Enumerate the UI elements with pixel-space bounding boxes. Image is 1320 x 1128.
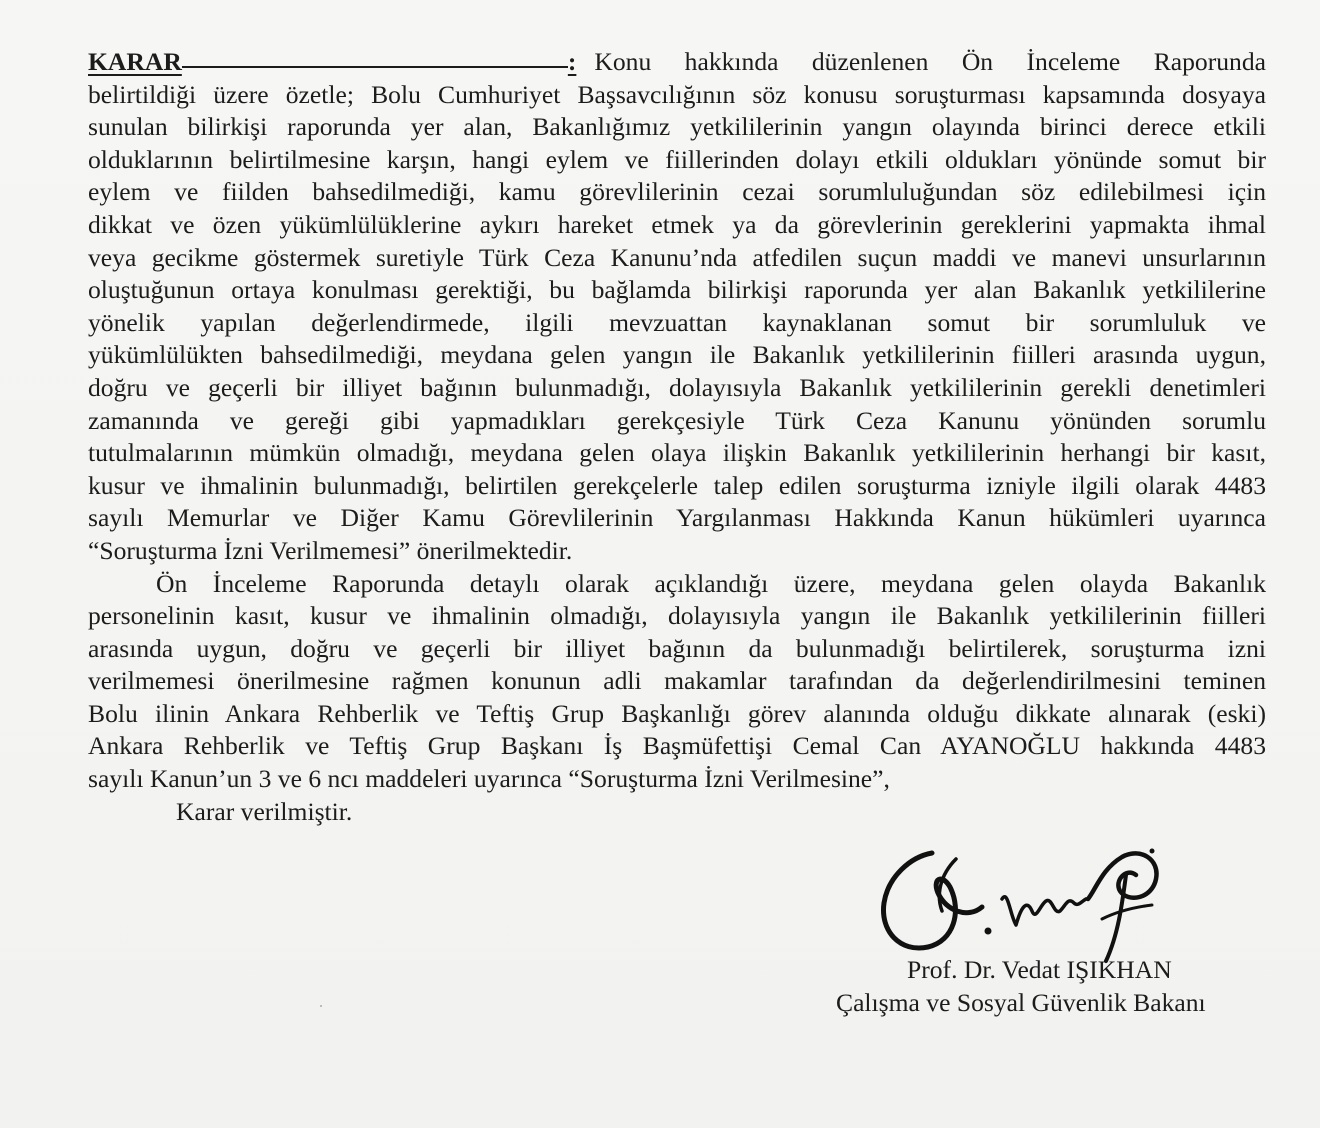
paper-speck xyxy=(320,1005,322,1007)
text-line: belirtildiği üzere özetle; Bolu Cumhuriyet Başsavcılığının söz konusu soruşturması kapsamında dosyaya xyxy=(88,79,1266,109)
text-line: dikkat ve özen yükümlülüklerine aykırı hareket etmek ya da görevlerinin gereklerini yapmakta ihmal xyxy=(88,209,1266,239)
text-line: “Soruşturma İzni Verilmemesi” önerilmektedir. xyxy=(88,535,573,565)
closing-statement: Karar verilmiştir. xyxy=(176,796,353,826)
text-line: sunulan bilirkişi raporunda yer alan, Bakanlığımız yetkililerinin yangın olayında birinci derece etkili xyxy=(88,112,1266,142)
paragraph-2 xyxy=(88,568,1266,796)
text-line: veya gecikme göstermek suretiyle Türk Ceza Kanunu’nda atfedilen suçun maddi ve manevi unsurlarının xyxy=(88,242,1266,272)
heading-underline-rule xyxy=(182,66,568,68)
decision-heading-colon: : xyxy=(567,47,577,76)
decision-heading-label: KARAR xyxy=(88,47,182,76)
text-line: kusur ve ihmalinin bulunmadığı, belirtilen gerekçelerle talep edilen soruşturma izniyle ilgili olarak 4483 xyxy=(88,470,1266,500)
text-line: sayılı Kanun’un 3 ve 6 ncı maddeleri uyarınca “Soruşturma İzni Verilmesine”, xyxy=(88,764,890,794)
text-line: olduklarının belirtilmesine karşın, hangi eylem ve fiillerinden dolayı etkili oldukları yönünde somut bir xyxy=(88,144,1266,174)
text-line: zamanında ve gereği gibi yapmadıkları gerekçesiyle Türk Ceza Kanunu yönünden sorumlu xyxy=(88,405,1266,435)
text-line: personelinin kasıt, kusur ve ihmalinin olmadığı, dolayısıyla yangın ile Bakanlık yetkililerinin fiilleri xyxy=(88,601,1266,631)
text-line: yönelik yapılan değerlendirmede, ilgili mevzuattan kaynaklanan somut bir sorumluluk ve xyxy=(88,307,1266,337)
signatory-name: Prof. Dr. Vedat IŞIKHAN xyxy=(907,955,1172,984)
text-line: arasında uygun, doğru ve geçerli bir illiyet bağının da bulunmadığı belirtilerek, soruşturma izni xyxy=(88,633,1266,663)
paragraph-1 xyxy=(88,79,1266,568)
text-line: oluştuğunun ortaya konulması gerektiği, bu bağlamda bilirkişi raporunda yer alan Bakanlık yetkililerine xyxy=(88,275,1266,305)
text-line: sayılı Memurlar ve Diğer Kamu Görevlilerinin Yargılanması Hakkında Kanun hükümleri uyarınca xyxy=(88,503,1266,533)
text-line: tutulmalarının mümkün olmadığı, meydana gelen olaya ilişkin Bakanlık yetkililerinin herhangi bir kasıt, xyxy=(88,438,1266,468)
handwritten-signature xyxy=(870,815,1170,965)
text-line: eylem ve fiilden bahsedilmediği, kamu görevlilerinin cezai sorumluluğundan söz edilebilmesi için xyxy=(88,177,1266,207)
text-line: Bolu ilinin Ankara Rehberlik ve Teftiş Grup Başkanlığı görev alanında olduğu dikkate alınarak (eski) xyxy=(88,698,1266,728)
signatory-title: Çalışma ve Sosyal Güvenlik Bakanı xyxy=(836,988,1206,1017)
text-line: verilmemesi önerilmesine rağmen konunun adli makamlar tarafından da değerlendirilmesini teminen xyxy=(88,666,1266,696)
decision-text xyxy=(88,46,1266,828)
decision-heading-line xyxy=(88,46,1266,79)
text-line: Ön İnceleme Raporunda detaylı olarak açıklandığı üzere, meydana gelen olayda Bakanlık xyxy=(156,568,1266,598)
text-line: doğru ve geçerli bir illiyet bağının bulunmadığı, dolayısıyla Bakanlık yetkililerinin gerekli denetimleri xyxy=(88,372,1266,402)
first-line-text: Konu hakkında düzenlenen Ön İnceleme Raporunda xyxy=(594,47,1266,76)
text-line: yükümlülükten bahsedilmediği, meydana gelen yangın ile Bakanlık yetkililerinin fiilleri arasında uygun, xyxy=(88,340,1266,370)
text-line: Ankara Rehberlik ve Teftiş Grup Başkanı İş Başmüfettişi Cemal Can AYANOĞLU hakkında 4483 xyxy=(88,731,1266,761)
